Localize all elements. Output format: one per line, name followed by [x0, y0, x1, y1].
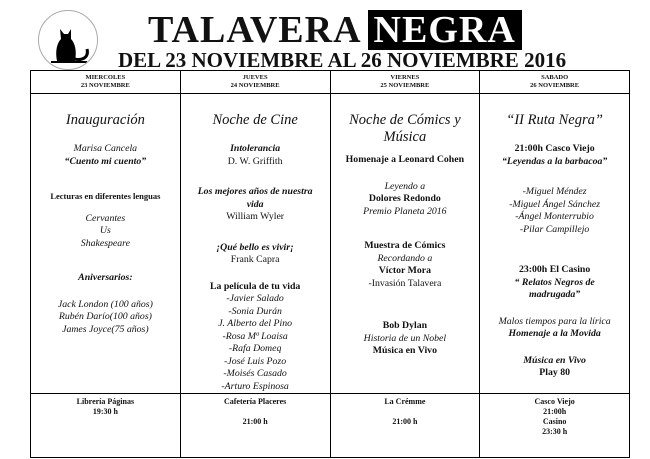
- cat-icon: [39, 11, 97, 69]
- title-word-talavera: TALAVERA: [148, 9, 362, 51]
- thursday-program: [180, 94, 330, 394]
- fri-dylan: Bob Dylan: [382, 320, 428, 331]
- thu-film-title: Intolerancia: [230, 143, 281, 154]
- title-word-negra: NEGRA: [368, 10, 522, 50]
- thu-heading: Noche de Cine: [212, 112, 298, 128]
- venue-wednesday: Librería Páginas 19:30 h: [31, 394, 181, 458]
- fri-music: Música en Vivo: [372, 345, 437, 356]
- wed-lang-item: Cervantes: [85, 212, 126, 224]
- thu-film-director: D. W. Griffith: [227, 155, 283, 167]
- black-cat-logo: [38, 10, 98, 70]
- sat-time2: 23:00h El Casino: [518, 264, 591, 275]
- sat-author-item: -Miguel Ángel Sánchez: [509, 198, 601, 210]
- wed-anniv-item: Rubén Darío(100 años): [58, 311, 152, 322]
- thu-film-director: Frank Capra: [230, 254, 280, 265]
- sat-author-item: -Ángel Monterrubio: [515, 211, 594, 222]
- thu-life-item: -Moisés Casado: [223, 368, 287, 379]
- sat-live: Música en Vivo: [523, 354, 586, 366]
- sat-movida: Homenaje a la Movida: [508, 328, 601, 339]
- thu-film-title: ¡Qué bello es vivir¡: [216, 241, 294, 253]
- fri-remember: Recordando a: [377, 252, 433, 264]
- venue-saturday: Casco Viejo 21:00h Casino 23:30 h: [480, 394, 630, 458]
- col-header-thursday: JUEVES 24 NOVIEMBRE: [180, 71, 330, 94]
- venue-friday: La Crémme 21:00 h: [330, 394, 480, 458]
- fri-cohen: Homenaje a Leonard Cohen: [345, 154, 465, 165]
- thu-film-title-cont: vida: [246, 198, 264, 210]
- thu-life-item: -Rosa Mª Loaisa: [222, 330, 288, 342]
- wed-work: “Cuento mi cuento”: [64, 155, 147, 167]
- fri-heading: Noche de Cómics y Música: [349, 112, 461, 145]
- sat-heading: “II Ruta Negra”: [506, 112, 603, 128]
- program-row: [31, 94, 630, 394]
- wed-lang-item: Us: [99, 225, 111, 236]
- venue-row: [31, 394, 630, 458]
- venue-thursday: Cafetería Placeres 21:00 h: [180, 394, 330, 458]
- fri-nobel: Historia de un Nobel: [363, 332, 447, 344]
- thu-life-title: La película de tu vida: [209, 280, 301, 292]
- sat-legends: “Leyendas a la barbacoa”: [501, 155, 608, 167]
- thu-life-item: -Sonia Durán: [228, 305, 282, 317]
- col-header-saturday: SABADO 26 NOVIEMBRE: [480, 71, 630, 94]
- fri-reading: Leyendo a: [384, 180, 426, 192]
- col-header-friday: VIERNES 25 NOVIEMBRE: [330, 71, 480, 94]
- schedule-table: [30, 70, 630, 458]
- wed-anniv-item: James Joyce(75 años): [62, 323, 149, 335]
- thu-life-item: -José Luis Pozo: [224, 355, 287, 367]
- wed-author: Marisa Cancela: [73, 143, 138, 154]
- fri-prize: Premio Planeta 2016: [363, 205, 447, 217]
- sat-stories: “ Relatos Negros de: [514, 276, 595, 288]
- fri-comics: Muestra de Cómics: [364, 240, 446, 251]
- wed-anniv-title: Aniversarios:: [78, 272, 133, 283]
- thu-life-item: -Rafa Domeq: [228, 343, 282, 354]
- sat-author-item: -Pilar Campillejo: [519, 223, 590, 235]
- col-header-wednesday: MIERCOLES 23 NOVIEMBRE: [31, 71, 181, 94]
- sat-time1: 21:00h Casco Viejo: [514, 143, 595, 154]
- wed-lang-item: Shakespeare: [80, 237, 130, 249]
- wed-readings: Lecturas en diferentes lenguas: [50, 191, 161, 201]
- wed-heading: Inauguración: [65, 112, 145, 128]
- thu-life-item: -Javier Salado: [226, 293, 284, 304]
- fri-invasion: -Invasión Talavera: [368, 277, 442, 289]
- thu-life-item: -Arturo Espinosa: [221, 380, 289, 392]
- thu-film-director: William Wyler: [226, 211, 285, 222]
- page-title: [148, 10, 522, 50]
- thu-life-item: J. Alberto del Pino: [218, 318, 293, 329]
- friday-program: [330, 94, 480, 394]
- wednesday-program: [31, 94, 181, 394]
- fri-redondo: Dolores Redondo: [368, 193, 441, 204]
- thu-film-title: Los mejores años de nuestra: [197, 186, 313, 197]
- sat-stories-cont: madrugada”: [529, 289, 581, 300]
- sat-play: Play 80: [539, 367, 570, 378]
- sat-author-item: -Miguel Méndez: [522, 186, 587, 197]
- fri-mora: Víctor Mora: [378, 265, 432, 276]
- date-range-subtitle: DEL 23 NOVIEMBRE AL 26 NOVIEMBRE 2016: [118, 48, 567, 72]
- wed-anniv-item: Jack London (100 años): [57, 298, 153, 310]
- saturday-program: [480, 94, 630, 394]
- day-header-row: [31, 71, 630, 94]
- sat-bad-times: Malos tiempos para la lírica: [498, 315, 611, 327]
